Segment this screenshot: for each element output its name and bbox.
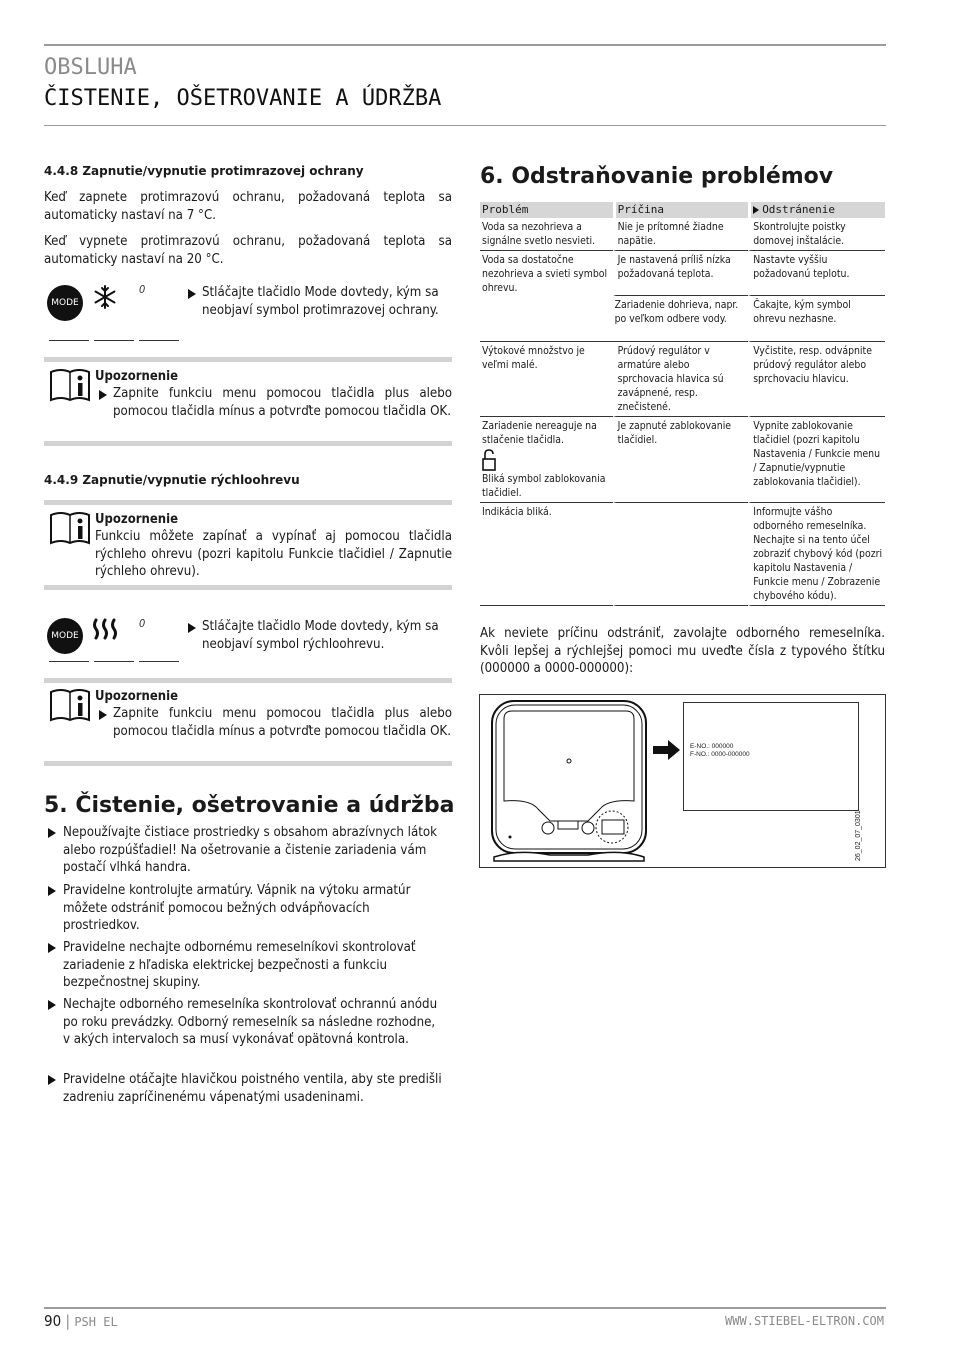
heading-5: 5. Čistenie, ošetrovanie a údržba (44, 793, 455, 818)
table-row: Indikácia bliká. Informujte vášho odborného remeselníka. Nechajte si na tento účel zobraziť chybový kód (pozri kapitolu Nastavenia / Funkcie menu / Zobrazenie chybového kódu). (480, 503, 885, 606)
plate-e-number: E-NO.: 000000 (690, 743, 734, 750)
note-title: Upozornenie (95, 512, 179, 527)
header-rule (44, 125, 886, 126)
display-segment (139, 661, 179, 662)
bullet-arrow-icon (753, 206, 759, 214)
heading-6: 6. Odstraňovanie problémov (480, 164, 834, 189)
display-segment (139, 340, 179, 341)
display-segment (94, 661, 134, 662)
heading-4-4-8: 4.4.8 Zapnutie/vypnutie protimrazovej ochrany (44, 164, 364, 178)
instruction-text: Stláčajte tlačidlo Mode dovtedy, kým sa neobjaví symbol rýchloohrevu. (202, 619, 439, 652)
website-link[interactable]: WWW.STIEBEL-ELTRON.COM (725, 1314, 884, 1328)
top-rule (44, 44, 886, 46)
mode-button[interactable]: MODE (47, 618, 83, 654)
note-bar-top (44, 678, 452, 683)
display-segment (49, 661, 89, 662)
footer-separator: | (65, 1312, 71, 1330)
type-plate (683, 702, 859, 811)
instruction-text: Stláčajte tlačidlo Mode dovtedy, kým sa neobjaví symbol protimrazovej ochrany. (202, 285, 439, 318)
bullet-arrow-icon (188, 289, 196, 299)
table-header-row (480, 202, 885, 218)
note-text: Zapnite funkciu menu pomocou tlačidla plus alebo pomocou tlačidla mínus a potvrďte pomocou tlačidla OK. (113, 386, 452, 419)
note-bar-top (44, 357, 452, 362)
bullet-arrow-icon (99, 710, 107, 720)
table-row: Zariadenie dohrieva, napr. po veľkom odbere vody. Čakajte, kým symbol ohrevu nezhasne. (480, 296, 885, 342)
display-segment (49, 340, 89, 341)
note-text: Funkciu môžete zapínať a vypínať aj pomocou tlačidla rýchleho ohrevu (pozri kapitolu Funkcie tlačidiel / Zapnutie rýchleho ohrevu). (95, 529, 452, 580)
bullet-arrow-icon (48, 1000, 56, 1010)
bullet-arrow-icon (48, 828, 56, 838)
display-segment (94, 340, 134, 341)
section-label: OBSLUHA (44, 55, 137, 80)
page-number: 90 (44, 1312, 62, 1330)
bullet-arrow-icon (48, 1075, 56, 1085)
note-bar-top (44, 500, 452, 505)
bullet-arrow-icon (48, 886, 56, 896)
list-item: Pravidelne otáčajte hlavičkou poistného ventila, aby ste predišli zadreniu zapríčinenému vápenatými usadeninami. (48, 1071, 452, 1106)
bullet-arrow-icon (48, 943, 56, 953)
troubleshooting-table (480, 202, 885, 606)
note-bar-bottom (44, 761, 452, 766)
plate-f-number: F-NO.: 0000-000000 (690, 751, 750, 758)
paragraph: Ak neviete príčinu odstrániť, zavolajte odborného remeselníka. Kvôli lepšej a rýchlejšej pomoci mu uveďte čísla z typového štítku (000000 a 0000-000000): (480, 626, 885, 677)
heating-waves-icon (92, 617, 120, 641)
mode-button[interactable]: MODE (47, 285, 83, 321)
table-row: Výtokové množstvo je veľmi malé. Prúdový regulátor v armatúre alebo sprchovacia hlavica sú zavápnené, resp. znečistené. Vyčistite, resp. odvápnite prúdový regulátor alebo sprchovaciu hlavicu. (480, 342, 885, 417)
bullet-arrow-icon (188, 623, 196, 633)
paragraph: Keď vypnete protimrazovú ochranu, požadovaná teplota sa automaticky nastaví na 20 °C. (44, 234, 452, 267)
unlock-icon (482, 449, 496, 471)
display-digit: 0 (139, 617, 146, 630)
info-book-icon (49, 368, 91, 402)
figure-code: 26_02_07_0301 (855, 810, 862, 861)
bullet-arrow-icon (99, 390, 107, 400)
list-item: Nechajte odborného remeselníka skontrolovať ochrannú anódu po roku prevádzky. Odborný remeselník sa následne rozhodne, v akých intervaloch sa musí vykonávať opätovná kontrola. (48, 996, 452, 1049)
info-book-icon (49, 688, 91, 722)
type-plate-figure (479, 694, 886, 868)
arrow-right-icon (653, 739, 681, 761)
page-title: ČISTENIE, OŠETROVANIE A ÚDRŽBA (44, 86, 442, 111)
table-row: Zariadenie nereaguje na stlačenie tlačidla. Bliká symbol zablokovania tlačidiel. Je zapnuté zablokovanie tlačidiel. Vypnite zablokovanie tlačidiel (pozri kapitolu Nastavenia / Funkcie menu / Zapnutie/vypnutie zablokovania tlačidiel). (480, 417, 885, 503)
info-book-icon (49, 511, 91, 545)
table-row: Voda sa nezohrieva a signálne svetlo nesvieti. Nie je prítomné žiadne napätie. Skontrolujte poistky domovej inštalácie. (480, 218, 885, 251)
list-item: Nepoužívajte čistiace prostriedky s obsahom abrazívnych látok alebo rozpúšťadiel! Na ošetrovanie a čistenie zariadenia vám postačí vlhká handra. (48, 824, 452, 877)
note-title: Upozornenie (95, 369, 179, 384)
model-name: PSH EL (74, 1315, 118, 1329)
column-header: Odstránenie (748, 202, 885, 218)
column-header: Príčina (613, 202, 749, 218)
note-title: Upozornenie (95, 689, 179, 704)
note-bar-bottom (44, 585, 452, 590)
display-digit: 0 (139, 283, 146, 296)
table-row: Voda sa dostatočne nezohrieva a svieti symbol ohrevu. Je nastavená príliš nízka požadovaná teplota. Nastavte vyššiu požadovanú teplotu. (480, 251, 885, 296)
footer-rule (44, 1307, 886, 1309)
column-header: Problém (480, 202, 613, 218)
list-item: Pravidelne nechajte odbornému remeselníkovi skontrolovať zariadenie z hľadiska elektrickej bezpečnosti a funkciu bezpečnostnej skupiny. (48, 939, 452, 992)
note-bar-bottom (44, 441, 452, 446)
note-text: Zapnite funkciu menu pomocou tlačidla plus alebo pomocou tlačidla mínus a potvrďte pomocou tlačidla OK. (113, 706, 452, 739)
footer-left (44, 1312, 118, 1330)
paragraph: Keď zapnete protimrazovú ochranu, požadovaná teplota sa automaticky nastaví na 7 °C. (44, 190, 452, 223)
snowflake-icon (92, 284, 118, 310)
list-item: Pravidelne kontrolujte armatúry. Vápnik na výtoku armatúr môžete odstrániť pomocou bežných odvápňovacích prostriedkov. (48, 882, 452, 935)
heading-4-4-9: 4.4.9 Zapnutie/vypnutie rýchloohrevu (44, 473, 300, 487)
water-heater-drawing (488, 699, 650, 865)
